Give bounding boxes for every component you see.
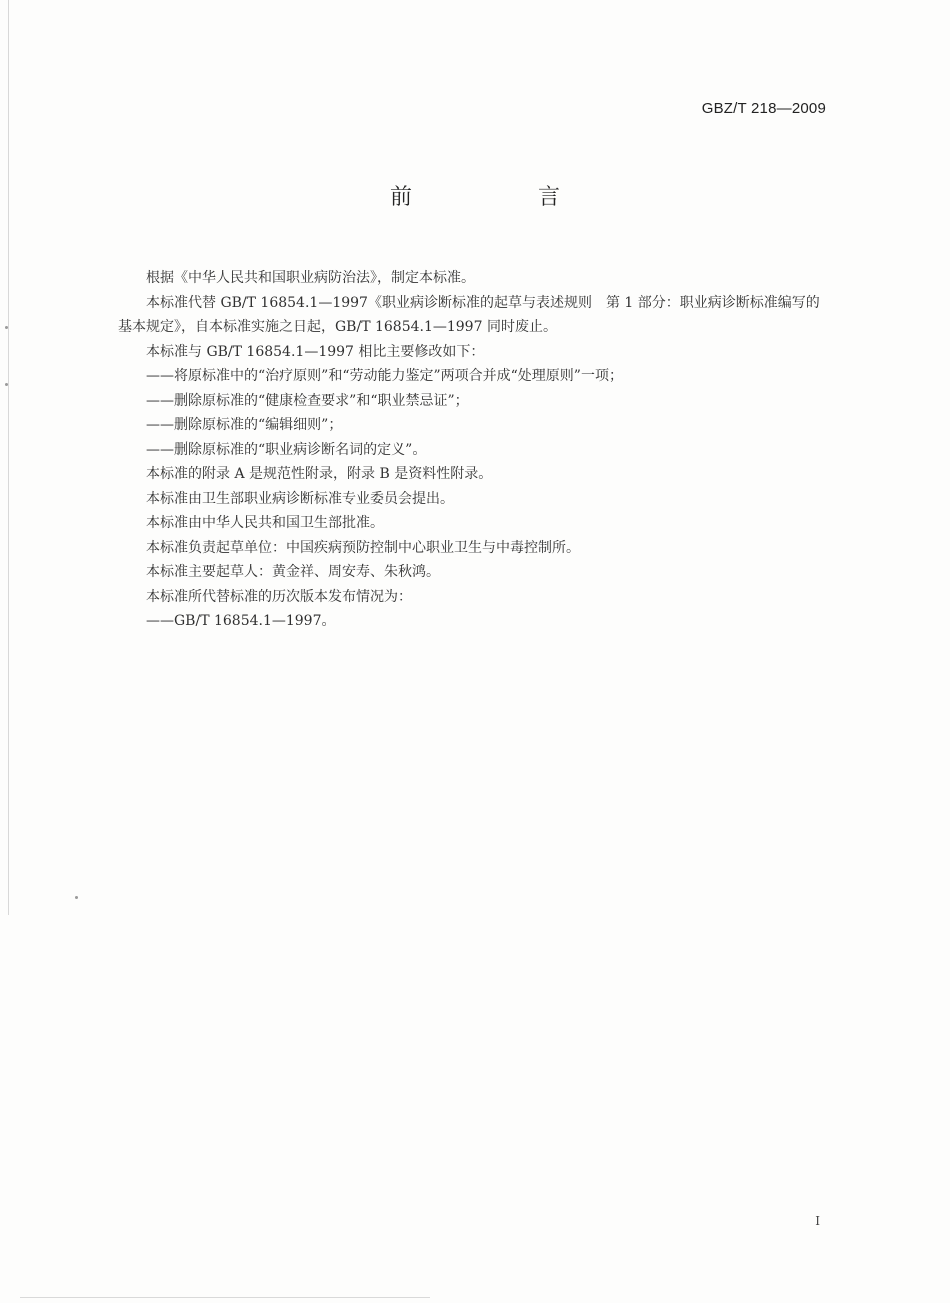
list-item: ——删除原标准的“编辑细则”； (146, 417, 343, 433)
page-title: 前 言 (389, 185, 612, 210)
list-item: ——删除原标准的“职业病诊断名词的定义”。 (146, 441, 427, 458)
scan-speck (75, 896, 78, 899)
paragraph: 本标准代替 GB/T 16854.1—1997《职业病诊断标准的起草与表述规则 第 1 部分：职业病诊断标准编写的基本规定》，自本标准实施之日起，GB/T 16854.1—1997 同时废止。 (118, 294, 820, 335)
list-item: ——将原标准中的“治疗原则”和“劳动能力鉴定”两项合并成“处理原则”一项； (146, 368, 623, 384)
paragraph: 本标准由中华人民共和国卫生部批准。 (146, 515, 384, 531)
paragraph: 本标准负责起草单位：中国疾病预防控制中心职业卫生与中毒控制所。 (146, 539, 580, 556)
scan-bottom-edge (20, 1297, 430, 1298)
list-item: ——GB/T 16854.1—1997。 (146, 613, 336, 629)
foreword-body (118, 266, 830, 634)
scan-left-edge (8, 0, 9, 915)
paragraph: 本标准由卫生部职业病诊断标准专业委员会提出。 (146, 490, 454, 507)
paragraph: 本标准主要起草人：黄金祥、周安寿、朱秋鸿。 (146, 564, 440, 580)
scan-speck (5, 383, 8, 386)
paragraph: 本标准与 GB/T 16854.1—1997 相比主要修改如下： (146, 343, 485, 360)
list-item: ——删除原标准的“健康检查要求”和“职业禁忌证”； (146, 392, 469, 409)
paragraph: 本标准的附录 A 是规范性附录，附录 B 是资料性附录。 (146, 466, 493, 482)
paragraph: 根据《中华人民共和国职业病防治法》，制定本标准。 (146, 270, 475, 286)
page-number: I (815, 1214, 820, 1228)
scan-speck (5, 326, 8, 329)
standard-code: GBZ/T 218—2009 (701, 100, 826, 117)
paragraph: 本标准所代替标准的历次版本发布情况为： (146, 588, 412, 605)
